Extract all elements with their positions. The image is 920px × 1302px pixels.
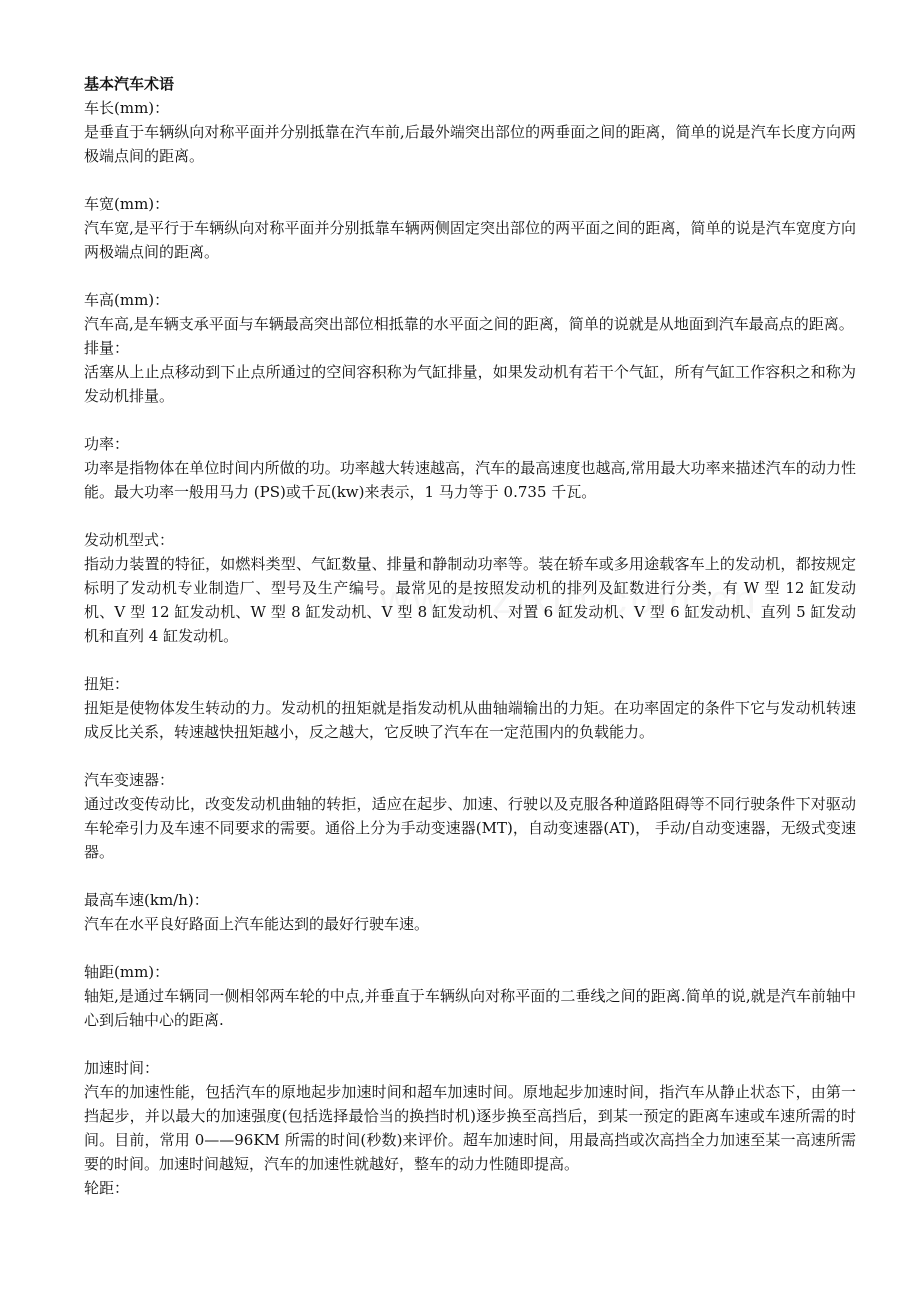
term-engine-type xyxy=(84,528,856,648)
term-definition: 指动力装置的特征，如燃料类型、气缸数量、排量和静制动功率等。装在轿车或多用途载客车上的发动机，都按规定标明了发动机专业制造厂、型号及生产编号。最常见的是按照发动机的排列及缸数进行分类，有 W 型 12 缸发动机、V 型 12 缸发动机、W 型 8 缸发动机、V 型 8 缸发动机、对置 6 缸发动机、V 型 6 缸发动机、直列 5 缸发动机和直列 4 缸发动机。 xyxy=(84,555,856,645)
paragraph-gap xyxy=(84,936,856,960)
term-track-width xyxy=(84,1176,856,1200)
term-label: 功率： xyxy=(84,435,130,453)
term-transmission xyxy=(84,768,856,864)
term-definition: 汽车在水平良好路面上汽车能达到的最好行驶车速。 xyxy=(84,915,430,933)
paragraph-gap xyxy=(84,264,856,288)
term-top-speed xyxy=(84,888,856,936)
term-label: 扭矩： xyxy=(84,675,130,693)
term-label: 车高(mm)： xyxy=(84,291,170,309)
term-definition: 通过改变传动比，改变发动机曲轴的转拒，适应在起步、加速、行驶以及克服各种道路阻碍等不同行驶条件下对驱动车轮牵引力及车速不同要求的需要。通俗上分为手动变速器(MT)，自动变速器(AT)， 手动/自动变速器，无级式变速器。 xyxy=(84,795,856,861)
paragraph-gap xyxy=(84,648,856,672)
term-displacement xyxy=(84,336,856,408)
paragraph-gap xyxy=(84,1032,856,1056)
term-label: 发动机型式： xyxy=(84,531,175,549)
term-definition: 扭矩是使物体发生转动的力。发动机的扭矩就是指发动机从曲轴端输出的力矩。在功率固定的条件下它与发动机转速成反比关系，转速越快扭矩越小，反之越大，它反映了汽车在一定范围内的负载能力。 xyxy=(84,699,856,741)
term-definition: 汽车的加速性能，包括汽车的原地起步加速时间和超车加速时间。原地起步加速时间，指汽车从静止状态下，由第一挡起步，并以最大的加速强度(包括选择最恰当的换挡时机)逐步换至高挡后，到某一预定的距离车速或车速所需的时间。目前，常用 0——96KM 所需的时间(秒数)来评价。超车加速时间，用最高挡或次高挡全力加速至某一高速所需要的时间。加速时间越短，汽车的加速性就越好，整车的动力性随即提高。 xyxy=(84,1083,856,1173)
paragraph-gap xyxy=(84,168,856,192)
term-label: 最高车速(km/h)： xyxy=(84,891,209,909)
term-definition: 汽车宽,是平行于车辆纵向对称平面并分别抵靠车辆两侧固定突出部位的两平面之间的距离，简单的说是汽车宽度方向两极端点间的距离。 xyxy=(84,219,856,261)
term-wheelbase xyxy=(84,960,856,1032)
term-label: 轴距(mm)： xyxy=(84,963,170,981)
term-vehicle-length xyxy=(84,96,856,168)
term-label: 车长(mm)： xyxy=(84,99,170,117)
paragraph-gap xyxy=(84,744,856,768)
term-definition: 是垂直于车辆纵向对称平面并分别抵靠在汽车前,后最外端突出部位的两垂面之间的距离，简单的说是汽车长度方向两极端点间的距离。 xyxy=(84,123,856,165)
paragraph-gap xyxy=(84,864,856,888)
document-page xyxy=(84,72,856,1200)
paragraph-gap xyxy=(84,408,856,432)
term-label: 轮距： xyxy=(84,1179,130,1197)
document-title: 基本汽车术语 xyxy=(84,75,175,93)
term-label: 车宽(mm)： xyxy=(84,195,170,213)
term-label: 汽车变速器： xyxy=(84,771,175,789)
term-acceleration-time xyxy=(84,1056,856,1176)
term-definition: 轴矩,是通过车辆同一侧相邻两车轮的中点,并垂直于车辆纵向对称平面的二垂线之间的距离.简单的说,就是汽车前轴中心到后轴中心的距离. xyxy=(84,987,856,1029)
term-label: 排量： xyxy=(84,339,130,357)
term-power xyxy=(84,432,856,504)
term-definition: 功率是指物体在单位时间内所做的功。功率越大转速越高，汽车的最高速度也越高,常用最大功率来描述汽车的动力性能。最大功率一般用马力 (PS)或千瓦(kw)来表示，1 马力等于 0.735 千瓦。 xyxy=(84,459,856,501)
term-vehicle-width xyxy=(84,192,856,264)
paragraph-gap xyxy=(84,504,856,528)
term-definition: 汽车高,是车辆支承平面与车辆最高突出部位相抵靠的水平面之间的距离，简单的说就是从地面到汽车最高点的距离。 xyxy=(84,315,854,333)
term-torque xyxy=(84,672,856,744)
term-definition: 活塞从上止点移动到下止点所通过的空间容积称为气缸排量，如果发动机有若干个气缸，所有气缸工作容积之和称为发动机排量。 xyxy=(84,363,856,405)
term-vehicle-height xyxy=(84,288,856,336)
term-label: 加速时间： xyxy=(84,1059,160,1077)
